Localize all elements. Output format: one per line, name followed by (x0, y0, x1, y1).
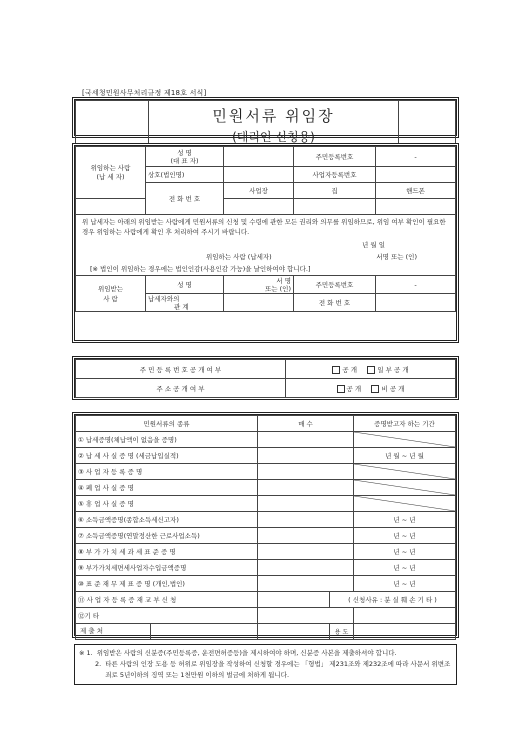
doc-count-field[interactable] (258, 528, 354, 544)
doc-row (76, 592, 456, 608)
phone-office-label: 사업장 (224, 183, 294, 199)
phone-office-field[interactable] (224, 199, 294, 215)
doc-period-field[interactable] (354, 464, 456, 480)
phone-mobile-label: 핸드폰 (376, 183, 456, 199)
doc-period-field[interactable]: ( 신청사유 : 분 실 훼 손 기 타 ) (330, 592, 456, 608)
doc-count-field[interactable] (258, 592, 330, 608)
phone-mobile-field[interactable] (376, 199, 456, 215)
doc-count-field[interactable] (258, 464, 354, 480)
delegator-bizno-label: 사업자등록번호 (294, 167, 376, 183)
doc-period-field[interactable] (354, 480, 456, 496)
doc-row (76, 464, 456, 480)
doc-count-field[interactable] (258, 448, 354, 464)
doc-row (76, 576, 456, 592)
doc-row (76, 560, 456, 576)
delegator-row-label: 위임하는 사람 (납 세 자) (76, 147, 146, 199)
doc-period-field[interactable]: 년 ~ 년 (354, 560, 456, 576)
rrn-disclosure-label: 주 민 등 록 번 호 공 개 여 부 (76, 360, 286, 379)
phone-home-field[interactable] (294, 199, 376, 215)
docs-body (76, 432, 456, 624)
doc-period-field[interactable]: 년 ~ 년 (354, 528, 456, 544)
delegate-sign-label[interactable]: 서 명 또는 (인) (224, 276, 294, 294)
signer-label: 위임하는 사람 (납세자) (206, 253, 272, 261)
doc-period-field[interactable]: 년 월 ~ 년 월 (354, 448, 456, 464)
notes-box (74, 644, 457, 685)
delegate-phone-field[interactable] (376, 294, 456, 312)
delegator-phone-label: 전 화 번 호 (146, 183, 224, 215)
form-subtitle: (대리인 신청용) (232, 130, 315, 144)
delegator-name-label: 성 명 (대 표 자) (146, 147, 224, 167)
delegate-relation-field[interactable] (224, 294, 294, 312)
corporate-seal-note: [※ 법인이 위임하는 경우에는 법인인감(사용인감 가능)을 날인하여야 합니다.] (90, 265, 311, 273)
doc-row (76, 528, 456, 544)
doc-type-label: ② 납 세 사 실 증 명 (세금납입실적) (76, 448, 258, 464)
doc-period-field[interactable]: 년 ~ 년 (354, 576, 456, 592)
doc-row (76, 608, 456, 624)
note-2: 2. 타른 사람의 인장 도용 등 허위로 위임장을 작성하여 신청할 경우에는 「형법」 제231조와 제232조에 따라 사문서 위변조죄로 5년이하의 징역 또는 1천만원 이하의 벌금에 처하게 됩니다. (95, 660, 451, 679)
docs-count-header: 매 수 (258, 416, 354, 432)
doc-count-field[interactable] (258, 576, 354, 592)
doc-count-field[interactable] (258, 496, 354, 512)
doc-type-label: ⑤ 휴 업 사 실 증 명 (76, 496, 258, 512)
delegate-name-label: 성 명 (146, 276, 224, 294)
date-line: 년 월 일 (362, 241, 385, 249)
doc-period-field[interactable] (354, 432, 456, 448)
doc-row (76, 544, 456, 560)
delegator-name-field[interactable] (224, 147, 294, 167)
doc-row (76, 512, 456, 528)
doc-row (76, 432, 456, 448)
purpose-label: 용 도 (330, 624, 354, 640)
rrn-partial-checkbox[interactable] (367, 366, 375, 374)
delegate-relation-label: 납세자와의 관 계 (146, 294, 224, 312)
form-title: 민원서류 위임장 (212, 107, 335, 125)
delegate-rrn-label: 주민등록번호 (294, 276, 376, 294)
doc-row (76, 496, 456, 512)
doc-row (76, 480, 456, 496)
doc-period-field[interactable]: 년 ~ 년 (354, 512, 456, 528)
doc-period-field[interactable]: 년 ~ 년 (354, 544, 456, 560)
doc-type-label: ① 납세증명(체납액이 없음을 증명) (76, 432, 258, 448)
doc-type-label: ⑦ 소득금액증명(연말정산한 근로사업소득) (76, 528, 258, 544)
delegator-rrn-label: 주민등록번호 (294, 147, 376, 167)
delegation-statement: 위 납세자는 아래의 위임받는 사람에게 민원서류의 신청 및 수령에 관한 모든 권리와 의무를 위임하므로, 위임 여부 확인이 필요한 경우 위임하는 사람에게 확인 후 처리하여 주시기 바랍니다. (82, 218, 446, 236)
doc-period-field[interactable] (354, 496, 456, 512)
phone-home-label: 집 (294, 183, 376, 199)
rrn-disclose-checkbox[interactable] (332, 366, 340, 374)
doc-row (76, 448, 456, 464)
delegator-bizno-field[interactable] (376, 167, 456, 183)
doc-type-label: ⑨ 부가가치세면세사업자수입금액증명 (76, 560, 258, 576)
purpose-field[interactable] (354, 624, 456, 640)
doc-period-field[interactable] (354, 608, 456, 624)
doc-type-label: ③ 사 업 자 등 록 증 명 (76, 464, 258, 480)
delegator-company-label: 상호(법인명) (146, 167, 224, 183)
delegator-company-field[interactable] (224, 167, 294, 183)
delegator-section (74, 145, 457, 341)
doc-count-field[interactable] (258, 560, 354, 576)
delegator-rrn-field[interactable]: - (376, 147, 456, 167)
disclosure-section: 주 민 등 록 번 호 공 개 여 부 공 개 일 부 공 개 주 소 공 개 여 부 공 개 비 공 개 (74, 358, 457, 398)
docs-type-header: 민원서류의 종류 (76, 416, 258, 432)
title-box (74, 99, 457, 144)
address-private-checkbox[interactable] (371, 385, 379, 393)
form-code: [국세청민원사무처리규정 제18호 서식] (82, 89, 207, 97)
doc-type-label: ⑫기 타 (76, 608, 258, 624)
doc-type-label: ⑩ 표 준 재 무 제 표 증 명 (개인,법인) (76, 576, 258, 592)
doc-count-field[interactable] (258, 544, 354, 560)
delegate-phone-label: 전 화 번 호 (294, 294, 376, 312)
doc-type-label: ⑪ 사 업 자 등 록 증 재 교 부 신 청 (76, 592, 258, 608)
submit-to-field-ext[interactable] (258, 624, 330, 640)
doc-count-field[interactable] (258, 512, 354, 528)
submit-to-label: 제 출 처 (76, 624, 151, 639)
doc-type-label: ⑧ 부 가 가 치 세 과 세 표 준 증 명 (76, 544, 258, 560)
address-disclose-checkbox[interactable] (337, 385, 345, 393)
doc-count-field[interactable] (258, 608, 354, 624)
address-disclosure-label: 주 소 공 개 여 부 (76, 379, 286, 398)
doc-count-field[interactable] (258, 432, 354, 448)
doc-type-label: ④ 폐 업 사 실 증 명 (76, 480, 258, 496)
delegate-row-label: 위임받는 사 람 (76, 276, 146, 312)
documents-section (74, 414, 457, 636)
doc-type-label: ⑥ 소득금액증명(종합소득세신고자) (76, 512, 258, 528)
signature-area[interactable]: 서명 또는 (인) (376, 253, 417, 261)
note-1: ※ 1. 위임받은 사람의 신분증(주민등록증, 운전면허증등)을 제시하여야 하며, 신분증 사본을 제출하셔야 합니다. (79, 649, 397, 657)
delegate-rrn-field[interactable]: - (376, 276, 456, 294)
doc-count-field[interactable] (258, 480, 354, 496)
docs-period-header: 증명받고자 하는 기간 (354, 416, 456, 432)
